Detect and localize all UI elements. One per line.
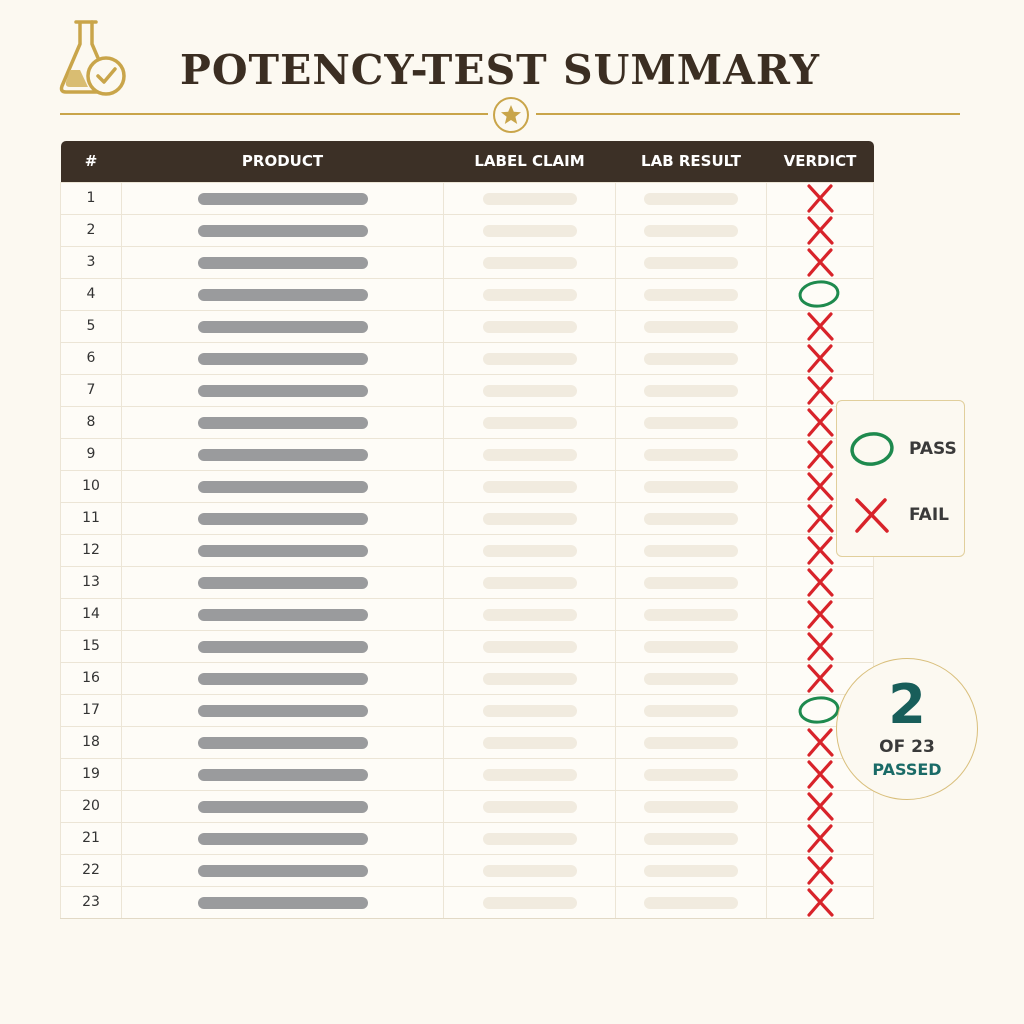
row-number: 22 — [61, 854, 122, 886]
fail-x-icon — [849, 495, 895, 535]
product-cell — [122, 406, 444, 438]
lab-result-placeholder-bar — [644, 641, 738, 653]
fail-x-icon — [797, 855, 843, 886]
label-claim-cell — [444, 470, 616, 502]
table-row — [61, 854, 874, 886]
label-claim-placeholder-bar — [483, 737, 577, 749]
lab-result-placeholder-bar — [644, 609, 738, 621]
legend-pass-row — [849, 429, 957, 469]
label-claim-placeholder-bar — [483, 289, 577, 301]
lab-result-placeholder-bar — [644, 705, 738, 717]
product-cell — [122, 342, 444, 374]
verdict-cell — [767, 822, 874, 854]
product-cell — [122, 854, 444, 886]
lab-result-cell — [616, 438, 767, 470]
label-claim-cell — [444, 502, 616, 534]
label-claim-cell — [444, 278, 616, 310]
legend-fail-row — [849, 495, 949, 535]
label-claim-cell — [444, 438, 616, 470]
table-row — [61, 374, 874, 406]
row-number: 11 — [61, 502, 122, 534]
product-redacted-bar — [198, 705, 368, 717]
lab-result-cell — [616, 502, 767, 534]
lab-result-placeholder-bar — [644, 897, 738, 909]
column-header-number: # — [61, 141, 122, 182]
title-divider — [60, 96, 960, 136]
product-redacted-bar — [198, 897, 368, 909]
fail-x-icon — [797, 887, 843, 918]
product-redacted-bar — [198, 417, 368, 429]
product-redacted-bar — [198, 673, 368, 685]
lab-result-cell — [616, 886, 767, 918]
row-number: 2 — [61, 214, 122, 246]
table-body — [61, 182, 874, 918]
table-row — [61, 886, 874, 918]
product-redacted-bar — [198, 833, 368, 845]
label-claim-cell — [444, 822, 616, 854]
label-claim-cell — [444, 726, 616, 758]
label-claim-placeholder-bar — [483, 385, 577, 397]
label-claim-placeholder-bar — [483, 449, 577, 461]
lab-result-placeholder-bar — [644, 737, 738, 749]
lab-result-cell — [616, 470, 767, 502]
lab-result-placeholder-bar — [644, 225, 738, 237]
lab-result-placeholder-bar — [644, 321, 738, 333]
row-number: 19 — [61, 758, 122, 790]
legend-fail-label: FAIL — [909, 505, 949, 525]
lab-result-placeholder-bar — [644, 385, 738, 397]
lab-result-cell — [616, 598, 767, 630]
lab-result-placeholder-bar — [644, 833, 738, 845]
lab-result-placeholder-bar — [644, 353, 738, 365]
table-row — [61, 278, 874, 310]
table-row — [61, 790, 874, 822]
lab-result-cell — [616, 182, 767, 214]
row-number: 12 — [61, 534, 122, 566]
label-claim-cell — [444, 214, 616, 246]
label-claim-placeholder-bar — [483, 801, 577, 813]
verdict-cell — [767, 278, 874, 310]
table-row — [61, 470, 874, 502]
lab-result-cell — [616, 822, 767, 854]
product-redacted-bar — [198, 513, 368, 525]
table-row — [61, 182, 874, 214]
row-number: 13 — [61, 566, 122, 598]
verdict-cell — [767, 342, 874, 374]
label-claim-cell — [444, 182, 616, 214]
fail-x-icon — [797, 791, 843, 822]
verdict-cell — [767, 790, 874, 822]
label-claim-placeholder-bar — [483, 833, 577, 845]
product-cell — [122, 310, 444, 342]
product-redacted-bar — [198, 545, 368, 557]
product-redacted-bar — [198, 577, 368, 589]
label-claim-placeholder-bar — [483, 609, 577, 621]
lab-result-cell — [616, 726, 767, 758]
table-row — [61, 566, 874, 598]
lab-result-placeholder-bar — [644, 673, 738, 685]
total-count-text: OF 23 — [879, 737, 935, 757]
label-claim-cell — [444, 854, 616, 886]
lab-result-placeholder-bar — [644, 769, 738, 781]
product-cell — [122, 566, 444, 598]
table-row — [61, 662, 874, 694]
lab-result-cell — [616, 374, 767, 406]
label-claim-placeholder-bar — [483, 257, 577, 269]
label-claim-placeholder-bar — [483, 641, 577, 653]
label-claim-cell — [444, 374, 616, 406]
lab-result-placeholder-bar — [644, 865, 738, 877]
lab-result-placeholder-bar — [644, 481, 738, 493]
fail-x-icon — [797, 375, 843, 406]
pass-summary-badge — [836, 658, 978, 800]
lab-result-cell — [616, 566, 767, 598]
product-redacted-bar — [198, 257, 368, 269]
fail-x-icon — [797, 631, 843, 662]
label-claim-placeholder-bar — [483, 769, 577, 781]
label-claim-placeholder-bar — [483, 513, 577, 525]
label-claim-cell — [444, 534, 616, 566]
table-row — [61, 502, 874, 534]
row-number: 16 — [61, 662, 122, 694]
product-cell — [122, 662, 444, 694]
label-claim-placeholder-bar — [483, 321, 577, 333]
fail-x-icon — [797, 599, 843, 630]
label-claim-cell — [444, 598, 616, 630]
row-number: 8 — [61, 406, 122, 438]
column-header-label-claim: LABEL CLAIM — [444, 141, 616, 182]
row-number: 10 — [61, 470, 122, 502]
label-claim-placeholder-bar — [483, 673, 577, 685]
row-number: 3 — [61, 246, 122, 278]
row-number: 23 — [61, 886, 122, 918]
row-number: 7 — [61, 374, 122, 406]
lab-result-placeholder-bar — [644, 577, 738, 589]
lab-result-placeholder-bar — [644, 801, 738, 813]
lab-result-cell — [616, 694, 767, 726]
label-claim-placeholder-bar — [483, 865, 577, 877]
page-title: POTENCY-TEST SUMMARY — [180, 46, 820, 94]
table-row — [61, 438, 874, 470]
product-redacted-bar — [198, 321, 368, 333]
verdict-cell — [767, 598, 874, 630]
lab-result-cell — [616, 790, 767, 822]
product-redacted-bar — [198, 641, 368, 653]
fail-x-icon — [797, 823, 843, 854]
label-claim-placeholder-bar — [483, 705, 577, 717]
product-redacted-bar — [198, 481, 368, 493]
table-row — [61, 758, 874, 790]
product-cell — [122, 278, 444, 310]
pass-circle-icon — [797, 279, 843, 310]
row-number: 20 — [61, 790, 122, 822]
fail-x-icon — [797, 567, 843, 598]
label-claim-cell — [444, 694, 616, 726]
product-cell — [122, 886, 444, 918]
legend-pass-label: PASS — [909, 439, 957, 459]
table-row — [61, 694, 874, 726]
product-redacted-bar — [198, 193, 368, 205]
lab-result-cell — [616, 310, 767, 342]
lab-result-cell — [616, 246, 767, 278]
lab-result-cell — [616, 854, 767, 886]
pass-circle-icon — [849, 429, 895, 469]
label-claim-placeholder-bar — [483, 577, 577, 589]
table-row — [61, 310, 874, 342]
fail-x-icon — [797, 247, 843, 278]
lab-result-cell — [616, 630, 767, 662]
lab-result-placeholder-bar — [644, 289, 738, 301]
lab-result-placeholder-bar — [644, 417, 738, 429]
fail-x-icon — [797, 215, 843, 246]
row-number: 17 — [61, 694, 122, 726]
product-redacted-bar — [198, 225, 368, 237]
table-row — [61, 534, 874, 566]
label-claim-placeholder-bar — [483, 353, 577, 365]
verdict-cell — [767, 214, 874, 246]
lab-result-placeholder-bar — [644, 257, 738, 269]
label-claim-cell — [444, 246, 616, 278]
row-number: 1 — [61, 182, 122, 214]
lab-result-placeholder-bar — [644, 545, 738, 557]
passed-count: 2 — [888, 673, 926, 736]
label-claim-placeholder-bar — [483, 897, 577, 909]
label-claim-cell — [444, 758, 616, 790]
label-claim-cell — [444, 662, 616, 694]
fail-x-icon — [797, 311, 843, 342]
product-cell — [122, 502, 444, 534]
label-claim-cell — [444, 790, 616, 822]
table-row — [61, 406, 874, 438]
verdict-cell — [767, 246, 874, 278]
table-row — [61, 214, 874, 246]
label-claim-cell — [444, 566, 616, 598]
verdict-cell — [767, 182, 874, 214]
lab-result-placeholder-bar — [644, 513, 738, 525]
product-cell — [122, 438, 444, 470]
product-cell — [122, 598, 444, 630]
fail-x-icon — [797, 343, 843, 374]
label-claim-cell — [444, 342, 616, 374]
product-redacted-bar — [198, 865, 368, 877]
row-number: 4 — [61, 278, 122, 310]
verdict-cell — [767, 566, 874, 598]
product-cell — [122, 630, 444, 662]
product-cell — [122, 758, 444, 790]
product-cell — [122, 374, 444, 406]
label-claim-placeholder-bar — [483, 545, 577, 557]
row-number: 18 — [61, 726, 122, 758]
flask-check-icon — [58, 16, 128, 100]
verdict-cell — [767, 310, 874, 342]
row-number: 9 — [61, 438, 122, 470]
lab-result-cell — [616, 758, 767, 790]
verdict-cell — [767, 854, 874, 886]
product-redacted-bar — [198, 449, 368, 461]
label-claim-placeholder-bar — [483, 417, 577, 429]
product-redacted-bar — [198, 289, 368, 301]
product-redacted-bar — [198, 385, 368, 397]
product-cell — [122, 694, 444, 726]
table-row — [61, 342, 874, 374]
table-row — [61, 822, 874, 854]
verdict-cell — [767, 886, 874, 918]
row-number: 14 — [61, 598, 122, 630]
passed-label: PASSED — [872, 760, 942, 779]
row-number: 15 — [61, 630, 122, 662]
verdict-cell — [767, 630, 874, 662]
label-claim-cell — [444, 406, 616, 438]
table-row — [61, 246, 874, 278]
lab-result-cell — [616, 278, 767, 310]
row-number: 6 — [61, 342, 122, 374]
product-cell — [122, 822, 444, 854]
product-redacted-bar — [198, 769, 368, 781]
row-number: 21 — [61, 822, 122, 854]
lab-result-cell — [616, 406, 767, 438]
column-header-product: PRODUCT — [122, 141, 444, 182]
verdict-legend — [836, 400, 965, 557]
label-claim-cell — [444, 310, 616, 342]
label-claim-cell — [444, 630, 616, 662]
table-row — [61, 598, 874, 630]
table-row — [61, 726, 874, 758]
column-header-verdict: VERDICT — [767, 141, 874, 182]
label-claim-placeholder-bar — [483, 225, 577, 237]
product-cell — [122, 790, 444, 822]
potency-table — [60, 141, 857, 919]
product-cell — [122, 246, 444, 278]
table-header-row — [61, 141, 874, 182]
product-cell — [122, 726, 444, 758]
lab-result-placeholder-bar — [644, 193, 738, 205]
fail-x-icon — [797, 183, 843, 214]
product-redacted-bar — [198, 801, 368, 813]
lab-result-cell — [616, 214, 767, 246]
product-cell — [122, 470, 444, 502]
product-cell — [122, 182, 444, 214]
lab-result-placeholder-bar — [644, 449, 738, 461]
row-number: 5 — [61, 310, 122, 342]
product-redacted-bar — [198, 737, 368, 749]
lab-result-cell — [616, 662, 767, 694]
lab-result-cell — [616, 342, 767, 374]
product-cell — [122, 214, 444, 246]
label-claim-placeholder-bar — [483, 481, 577, 493]
label-claim-placeholder-bar — [483, 193, 577, 205]
column-header-lab-result: LAB RESULT — [616, 141, 767, 182]
table-row — [61, 630, 874, 662]
product-cell — [122, 534, 444, 566]
product-redacted-bar — [198, 353, 368, 365]
product-redacted-bar — [198, 609, 368, 621]
lab-result-cell — [616, 534, 767, 566]
label-claim-cell — [444, 886, 616, 918]
